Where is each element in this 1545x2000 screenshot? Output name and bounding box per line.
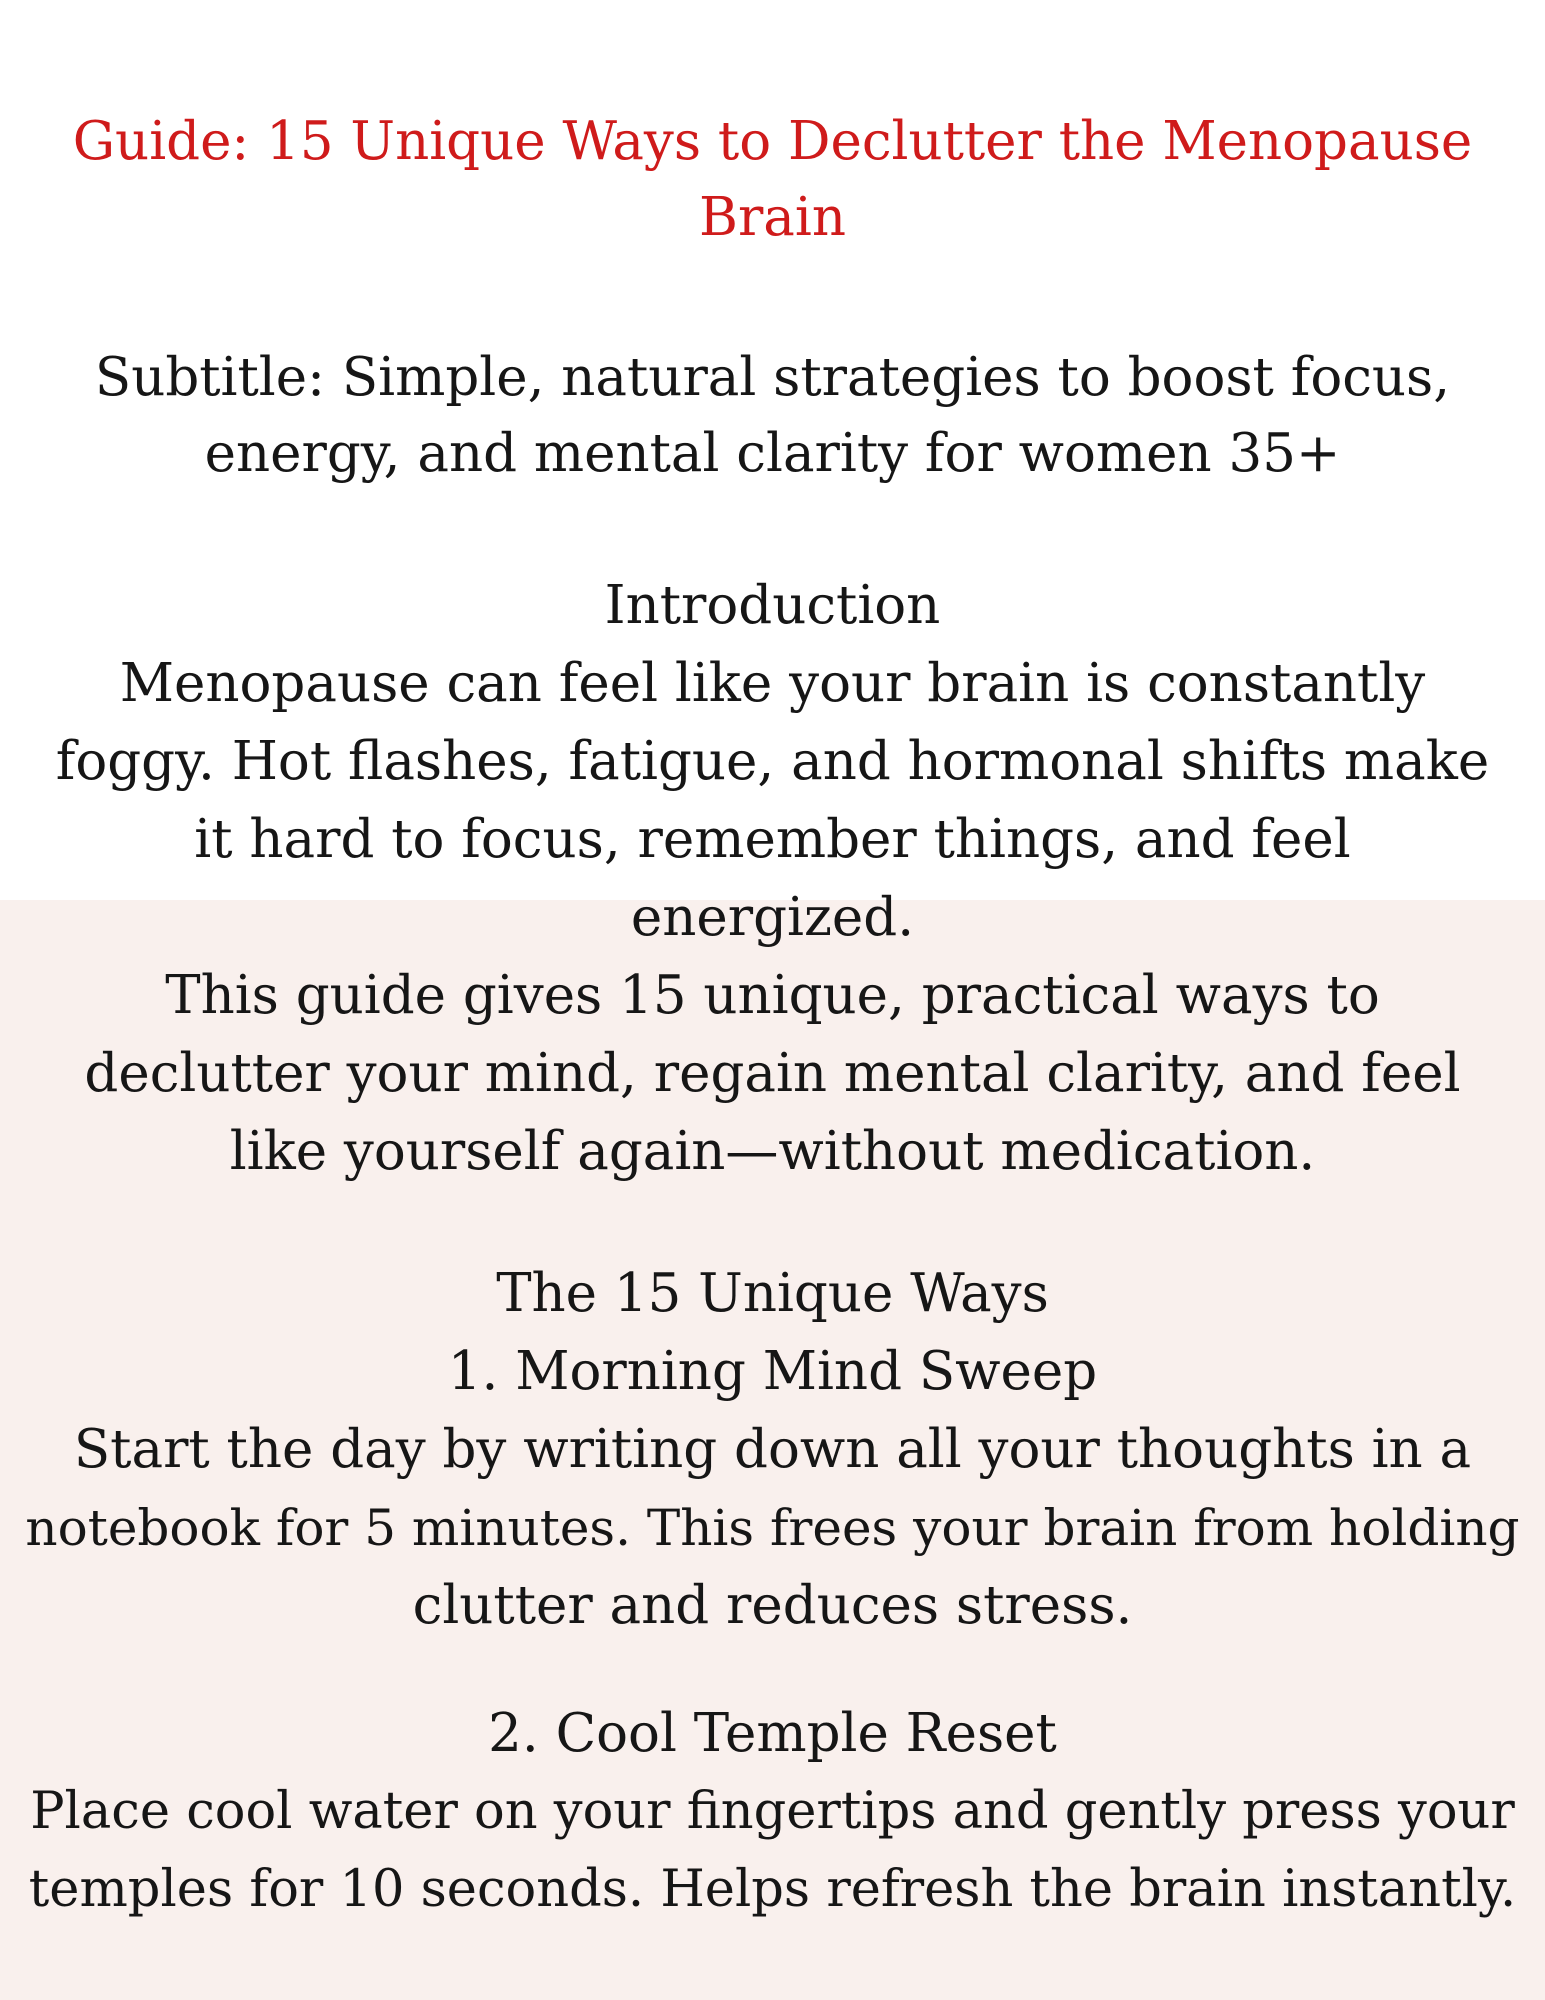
way1-title: 1. Morning Mind Sweep bbox=[447, 1341, 1098, 1402]
ways-section bbox=[20, 1255, 1525, 1645]
guide-title: Guide: 15 Unique Ways to Declutter the Menopause Brain bbox=[72, 111, 1473, 248]
way2-line: Place cool water on your fingertips and gently press your bbox=[30, 1782, 1515, 1841]
intro-paragraph2-line: declutter your mind, regain mental clarity, and feel bbox=[84, 1043, 1461, 1104]
ways-heading: The 15 Unique Ways bbox=[496, 1263, 1049, 1324]
way1-line: Start the day by writing down all your thoughts in a bbox=[73, 1419, 1472, 1480]
intro-paragraph2-line: like yourself again—without medication. bbox=[229, 1121, 1316, 1182]
way1-line: notebook for 5 minutes. This frees your brain from holding bbox=[25, 1499, 1520, 1557]
intro-paragraph1-line: energized. bbox=[630, 887, 915, 948]
way2-title: 2. Cool Temple Reset bbox=[488, 1703, 1057, 1764]
intro-paragraph1-line: it hard to focus, remember things, and feel bbox=[194, 809, 1351, 870]
intro-paragraph1-line: Menopause can feel like your brain is constantly bbox=[119, 653, 1426, 714]
way2-line: temples for 10 seconds. Helps refresh the brain instantly. bbox=[28, 1860, 1517, 1919]
way1-line: clutter and reduces stress. bbox=[412, 1575, 1133, 1636]
way2-section bbox=[20, 1695, 1525, 1929]
intro-paragraph2-line: This guide gives 15 unique, practical ways to bbox=[165, 965, 1380, 1026]
intro-paragraph1-line: foggy. Hot flashes, fatigue, and hormonal shifts make bbox=[55, 731, 1490, 792]
guide-subtitle: Subtitle: Simple, natural strategies to boost focus, energy, and mental clarity for women 35+ bbox=[94, 347, 1451, 484]
introduction-section bbox=[20, 567, 1525, 1191]
introduction-heading: Introduction bbox=[604, 575, 941, 636]
